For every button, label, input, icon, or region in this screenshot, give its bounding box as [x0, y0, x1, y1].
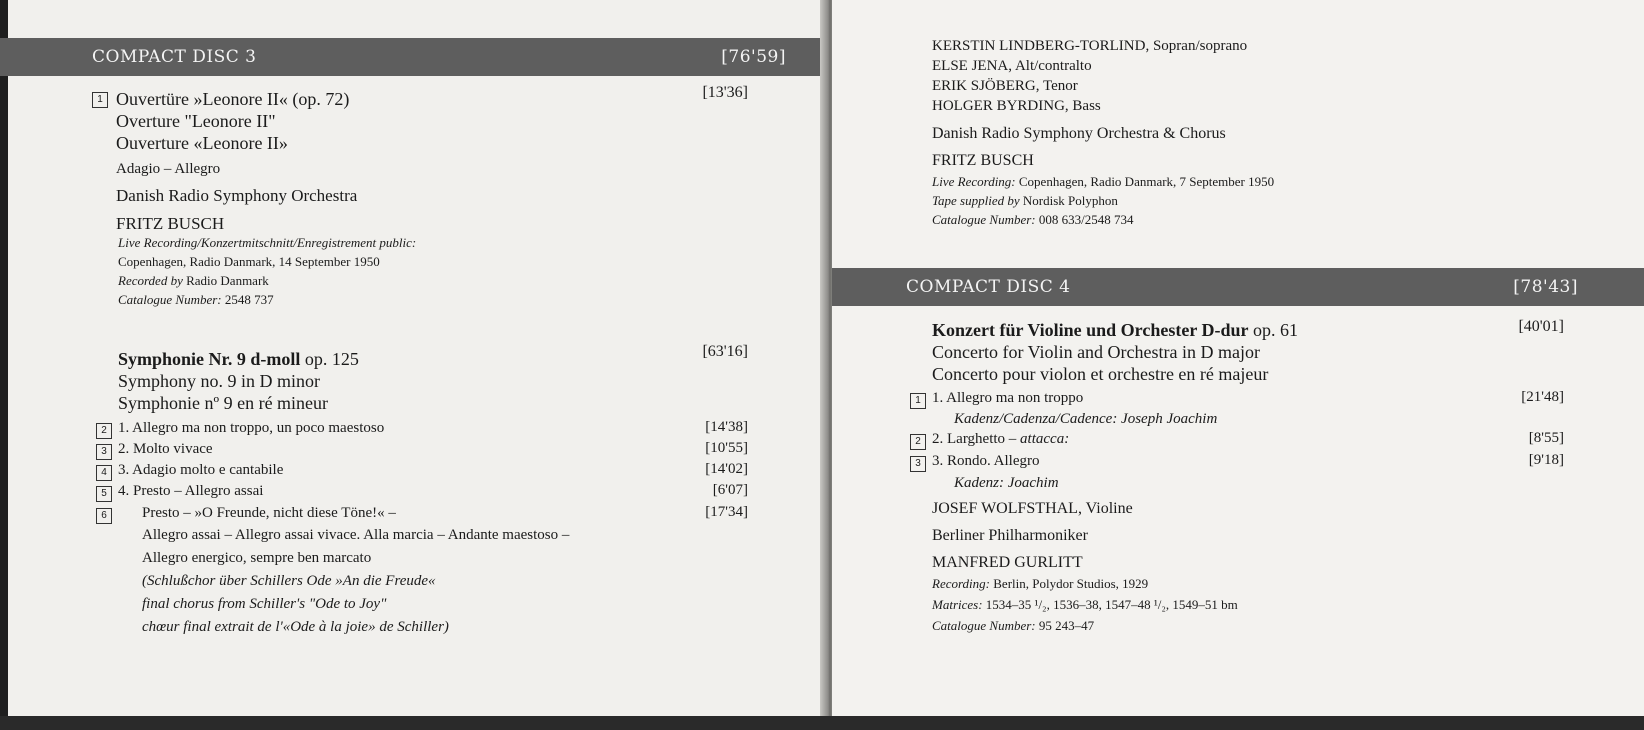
bleed-through-text	[450, 86, 454, 104]
track-label: 2. Larghetto –	[932, 431, 1017, 447]
track-duration: [10'55]	[705, 440, 748, 456]
w2-title-de-bold: Symphonie Nr. 9 d-moll	[118, 349, 301, 369]
w1-cat: 2548 737	[224, 292, 274, 307]
cadenza-note: Kadenz: Joachim	[954, 475, 1059, 491]
track-label: 3. Rondo. Allegro	[932, 453, 1040, 469]
cd4-catalogue	[932, 618, 1094, 634]
cd4-title-en: Concerto for Violin and Orchestra in D major	[932, 342, 1260, 362]
rec-value: Copenhagen, Radio Danmark, 7 September 1950	[1018, 174, 1275, 189]
singer-name: ELSE JENA,	[932, 58, 1012, 74]
rec-label: Live Recording:	[932, 174, 1016, 189]
cd4-matrices	[932, 597, 1238, 613]
w1-rec-by: Radio Danmark	[186, 273, 269, 288]
credits-orchestra: Danish Radio Symphony Orchestra & Chorus	[932, 125, 1226, 142]
track-number-2: 2	[910, 434, 926, 450]
cadenza-note: Kadenz/Cadenza/Cadence: Joseph Joachim	[954, 411, 1218, 427]
cd4-recording	[932, 576, 1148, 592]
cd4-duration: [40'01]	[1518, 318, 1564, 335]
w2-title-fr: Symphonie nº 9 en ré mineur	[118, 393, 329, 413]
track-continuation: Allegro assai – Allegro assai vivace. Alla marcia – Andante maestoso –	[142, 527, 570, 543]
track-label-row	[932, 431, 1069, 448]
singer-alto	[932, 58, 1092, 75]
track-duration: [17'34]	[705, 504, 748, 520]
track-duration: [21'48]	[1521, 389, 1564, 405]
track-number-1: 1	[910, 393, 926, 409]
track-duration: [6'07]	[712, 482, 748, 498]
singer-role: Tenor	[1043, 78, 1078, 94]
w1-orchestra: Danish Radio Symphony Orchestra	[116, 186, 358, 205]
cd4-header-bar	[832, 268, 1644, 306]
cd3-header: COMPACT DISC 3	[92, 47, 257, 67]
singer-role: Bass	[1072, 98, 1101, 114]
track-label: 1. Allegro ma non troppo, un poco maestoso	[118, 420, 385, 436]
track-duration: [8'55]	[1528, 430, 1564, 446]
cd4-title-fr: Concerto pour violon et orchestre en ré majeur	[932, 364, 1269, 384]
mat-value: 1534–35 ¹/₂, 1536–38, 1547–48 ¹/₂, 1549–51 bm	[985, 597, 1238, 612]
w1-tempo: Adagio – Allegro	[116, 161, 221, 177]
singer-soprano	[932, 38, 1247, 55]
cat-label: Catalogue Number:	[932, 618, 1036, 633]
singer-name: KERSTIN LINDBERG-TORLIND,	[932, 38, 1150, 54]
credits-tape	[932, 193, 1118, 209]
track-number-5: 5	[96, 486, 112, 502]
credits-recording	[932, 174, 1274, 190]
cd3-header-bar	[0, 38, 826, 76]
finale-note: (Schlußchor über Schillers Ode »An die Freude«	[142, 573, 436, 589]
cd4-soloist	[932, 500, 1133, 518]
track-number-3: 3	[910, 456, 926, 472]
cd4-orchestra: Berliner Philharmoniker	[932, 527, 1088, 544]
singer-role: Sopran/soprano	[1152, 38, 1248, 54]
track-continuation: Allegro energico, sempre ben marcato	[142, 550, 372, 566]
singer-name: ERIK SJÖBERG,	[932, 78, 1040, 94]
page-bottom-edge	[0, 716, 1644, 730]
cd4-title-de-op: op. 61	[1253, 320, 1298, 340]
cd4-total: [78'43]	[1513, 277, 1578, 297]
cat-value: 008 633/2548 734	[1038, 212, 1134, 227]
credits-catalogue	[932, 212, 1134, 228]
track-label: 1. Allegro ma non troppo	[932, 390, 1084, 406]
w2-title-de	[118, 349, 359, 370]
w1-title-en: Overture "Leonore II"	[116, 111, 276, 131]
w1-cat-label: Catalogue Number:	[118, 292, 222, 307]
track-label: 2. Molto vivace	[118, 441, 213, 457]
w1-rec-label: Live Recording/Konzertmitschnitt/Enregistrement public:	[118, 235, 417, 250]
page-edge	[0, 0, 8, 730]
cd3-total: [76'59]	[721, 47, 786, 67]
w1-title-fr: Ouverture «Leonore II»	[116, 133, 288, 153]
attacca-label: attacca:	[1020, 431, 1070, 447]
singer-name: HOLGER BYRDING,	[932, 98, 1069, 114]
w1-rec-by-label: Recorded by	[118, 273, 183, 288]
track-number-4: 4	[96, 465, 112, 481]
cd4-conductor: MANFRED GURLITT	[932, 554, 1083, 571]
singer-bass	[932, 98, 1101, 115]
w1-duration: [13'36]	[702, 84, 748, 101]
cd4-title-de	[932, 320, 1298, 341]
singer-tenor	[932, 78, 1078, 95]
w1-recorded-by	[118, 273, 269, 289]
track-duration: [14'02]	[705, 461, 748, 477]
track-label: 4. Presto – Allegro assai	[118, 483, 264, 499]
w2-title-en: Symphony no. 9 in D minor	[118, 371, 321, 391]
singer-role: Alt/contralto	[1014, 58, 1092, 74]
track-number-2: 2	[96, 423, 112, 439]
w1-conductor: FRITZ BUSCH	[116, 214, 225, 233]
credits-conductor: FRITZ BUSCH	[932, 152, 1034, 169]
mat-label: Matrices:	[932, 597, 983, 612]
w1-catalogue	[118, 292, 274, 308]
track-number-3: 3	[96, 444, 112, 460]
finale-note: chœur final extrait de l'«Ode à la joie» de Schiller)	[142, 619, 449, 635]
track-duration: [14'38]	[705, 419, 748, 435]
w1-rec-place: Copenhagen, Radio Danmark, 14 September 1950	[118, 254, 380, 269]
track-duration: [9'18]	[1528, 452, 1564, 468]
track-label: Presto – »O Freunde, nicht diese Töne!« –	[142, 505, 396, 521]
w2-duration: [63'16]	[702, 343, 748, 360]
tape-value: Nordisk Polyphon	[1022, 193, 1118, 208]
right-page	[832, 0, 1644, 730]
w2-title-de-op: op. 125	[304, 349, 359, 369]
soloist-name: JOSEF WOLFSTHAL,	[932, 500, 1082, 517]
soloist-role: Violine	[1085, 500, 1133, 517]
finale-note: final chorus from Schiller's "Ode to Joy"	[142, 596, 387, 612]
track-number-1: 1	[92, 92, 108, 108]
cd4-header: COMPACT DISC 4	[906, 277, 1071, 297]
rec-value: Berlin, Polydor Studios, 1929	[993, 576, 1149, 591]
w1-title-de: Ouvertüre »Leonore II« (op. 72)	[116, 89, 350, 109]
cat-label: Catalogue Number:	[932, 212, 1036, 227]
cat-value: 95 243–47	[1038, 618, 1095, 633]
cd4-title-de-bold: Konzert für Violine und Orchester D-dur	[932, 320, 1249, 340]
tape-label: Tape supplied by	[932, 193, 1020, 208]
track-label: 3. Adagio molto e cantabile	[118, 462, 284, 478]
rec-label: Recording:	[932, 576, 990, 591]
track-number-6: 6	[96, 508, 112, 524]
